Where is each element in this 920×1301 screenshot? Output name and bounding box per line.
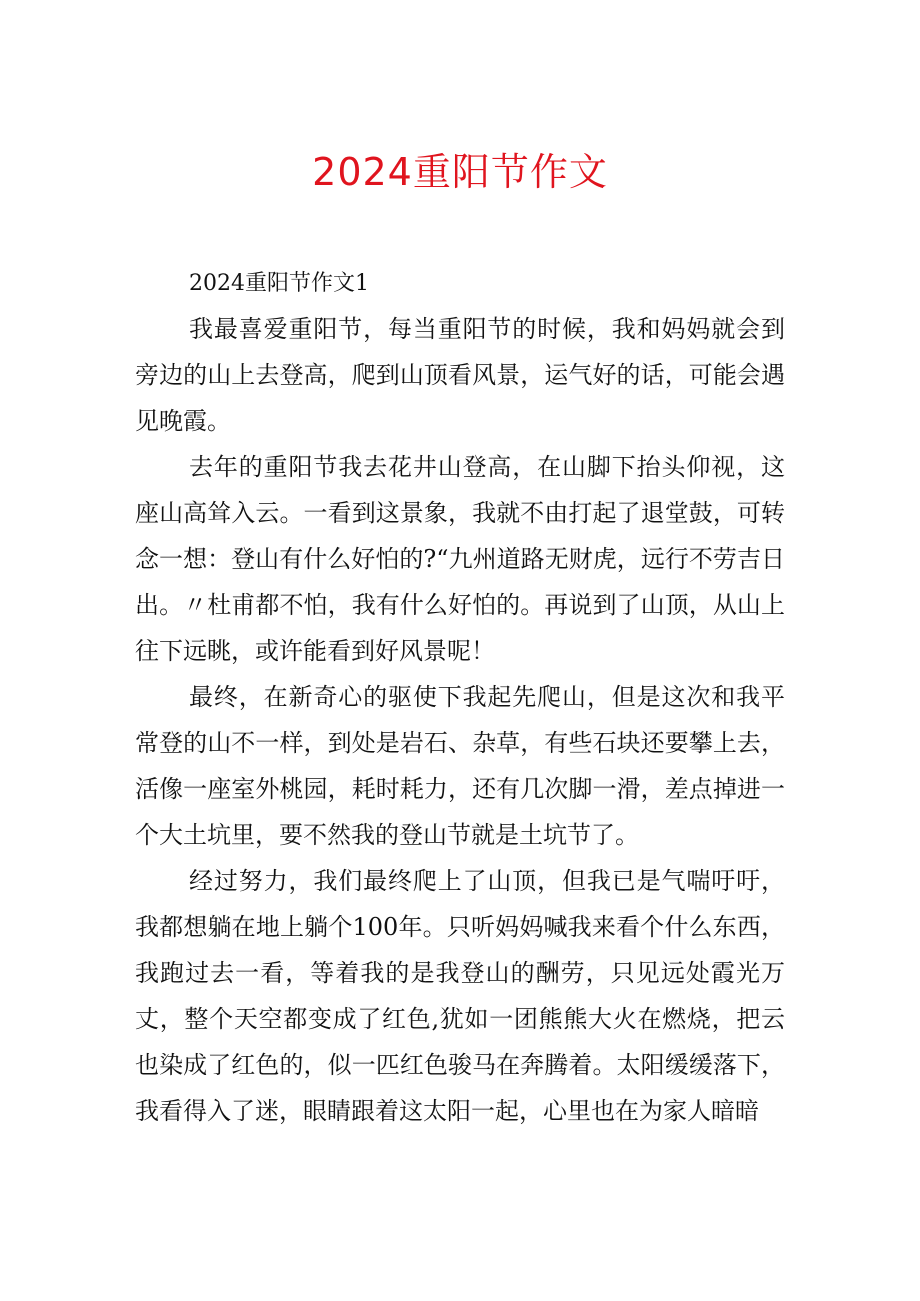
paragraph: 去年的重阳节我去花井山登高，在山脚下抬头仰视，这座山高耸入云。一看到这景象，我就不由打起了退堂鼓，可转念一想：登山有什么好怕的?“九州道路无财虎，远行不劳吉日出。〃杜甫都不怕，我有什么好怕的。再说到了山顶，从山上往下远眺，或许能看到好风景呢！ [135,453,785,665]
document-title: 2024重阳节作文 [312,150,608,194]
paragraph: 我最喜爱重阳节，每当重阳节的时候，我和妈妈就会到旁边的山上去登高，爬到山顶看风景，运气好的话，可能会遇见晚霞。 [135,315,785,435]
paragraph: 经过努力，我们最终爬上了山顶，但我已是气喘吁吁，我都想躺在地上躺个100年。只听妈妈喊我来看个什么东西，我跑过去一看，等着我的是我登山的酬劳，只见远处霞光万丈，整个天空都变成了红色,犹如一团熊熊大火在燃烧，把云也染成了红色的，似一匹红色骏马在奔腾着。太阳缓缓落下，我看得入了迷，眼睛跟着这太阳一起，心里也在为家人暗暗 [135,867,785,1125]
section-heading: 2024重阳节作文1 [189,271,369,296]
paragraph: 最终，在新奇心的驱使下我起先爬山，但是这次和我平常登的山不一样，到处是岩石、杂草，有些石块还要攀上去，活像一座室外桃园，耗时耗力，还有几次脚一滑，差点掉进一个大土坑里，要不然我的登山节就是土坑节了。 [135,683,785,849]
document-body [135,262,785,1134]
